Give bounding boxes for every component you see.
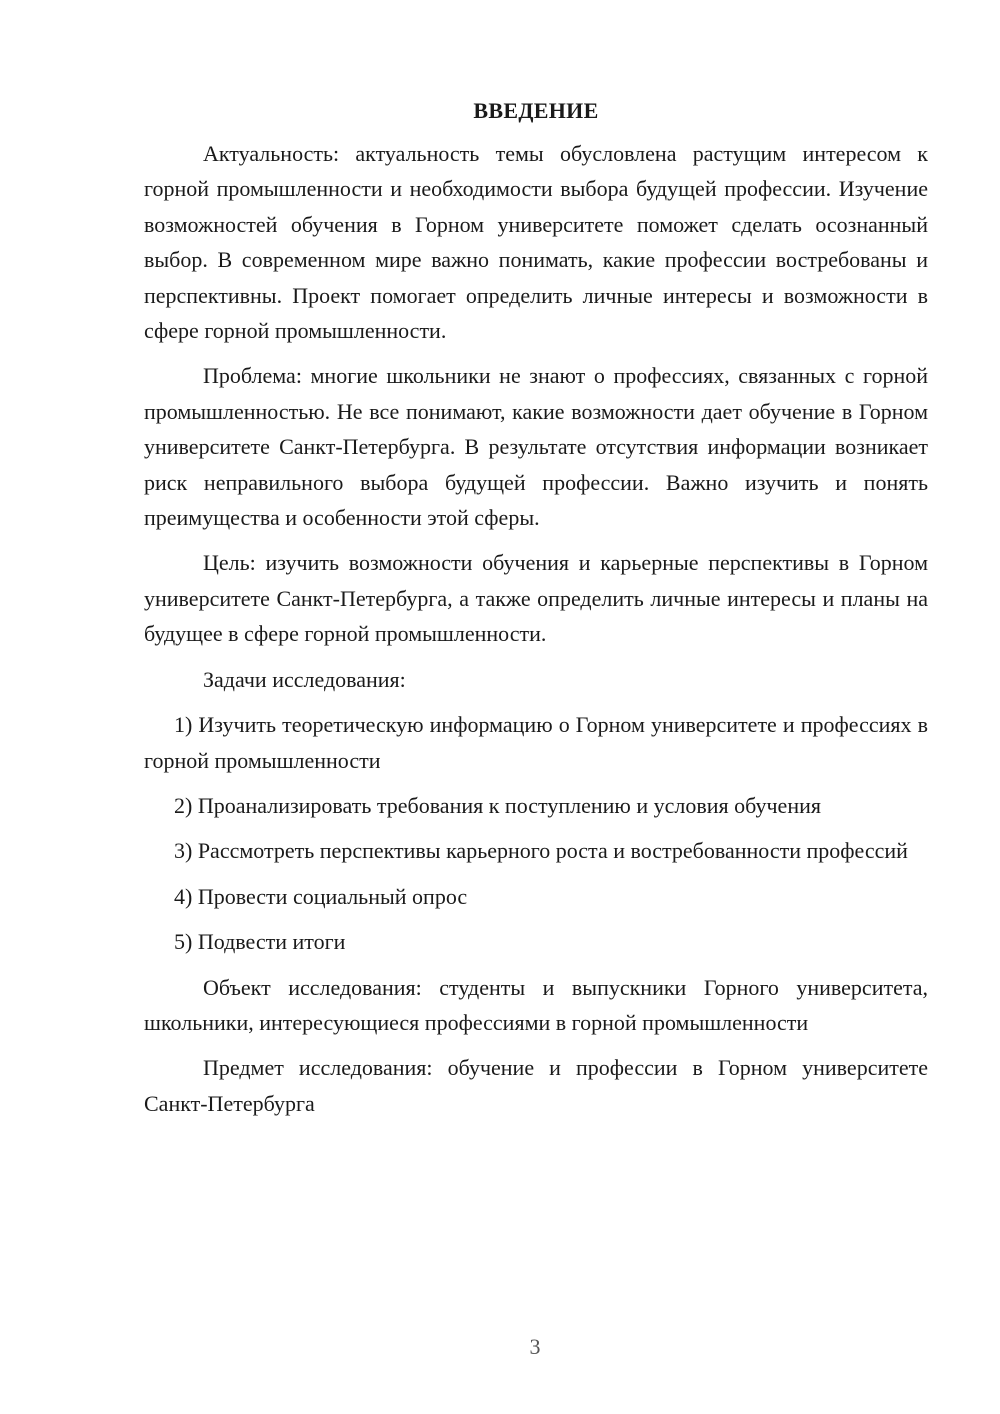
task-item-5: 5) Подвести итоги (174, 929, 346, 955)
page-number: 3 (529, 1334, 541, 1359)
paragraph-object: Объект исследования: студенты и выпускники Горного университета, школьники, интересующиеся профессиями в горной промышленности (144, 974, 928, 1035)
paragraph-subject: Предмет исследования: обучение и профессии в Горном университете Санкт-Петербурга (144, 1055, 928, 1116)
paragraph-relevance: Актуальность: актуальность темы обусловлена растущим интересом к горной промышленности и необходимости выбора будущей профессии. Изучение возможностей обучения в Горном университете поможет сделать осознанный выбор. В современном мире важно понимать, какие профессии востребованы и перспективны. Проект помогает определить личные интересы и возможности в сфере горной промышленности. (144, 141, 928, 344)
paragraph-goal: Цель: изучить возможности обучения и карьерные перспективы в Горном университете Санкт-Петербурга, а также определить личные интересы и планы на будущее в сфере горной промышленности. (144, 550, 928, 647)
task-item-4: 4) Провести социальный опрос (174, 883, 468, 909)
document-page (144, 96, 928, 1131)
task-item-1: 1) Изучить теоретическую информацию о Горном университете и профессиях в горной промышленности (144, 712, 928, 773)
task-item-2: 2) Проанализировать требования к поступлению и условия обучения (174, 792, 821, 818)
task-item-3: 3) Рассмотреть перспективы карьерного роста и востребованности профессий (174, 838, 908, 864)
paragraph-problem: Проблема: многие школьники не знают о профессиях, связанных с горной промышленностью. Не все понимают, какие возможности дает обучение в Горном университете Санкт-Петербурга. В результате отсутствия информации возникает риск неправильного выбора будущей профессии. Важно изучить и понять преимущества и особенности этой сферы. (144, 363, 928, 531)
section-title: ВВЕДЕНИЕ (473, 98, 599, 123)
tasks-heading: Задачи исследования: (203, 666, 406, 692)
